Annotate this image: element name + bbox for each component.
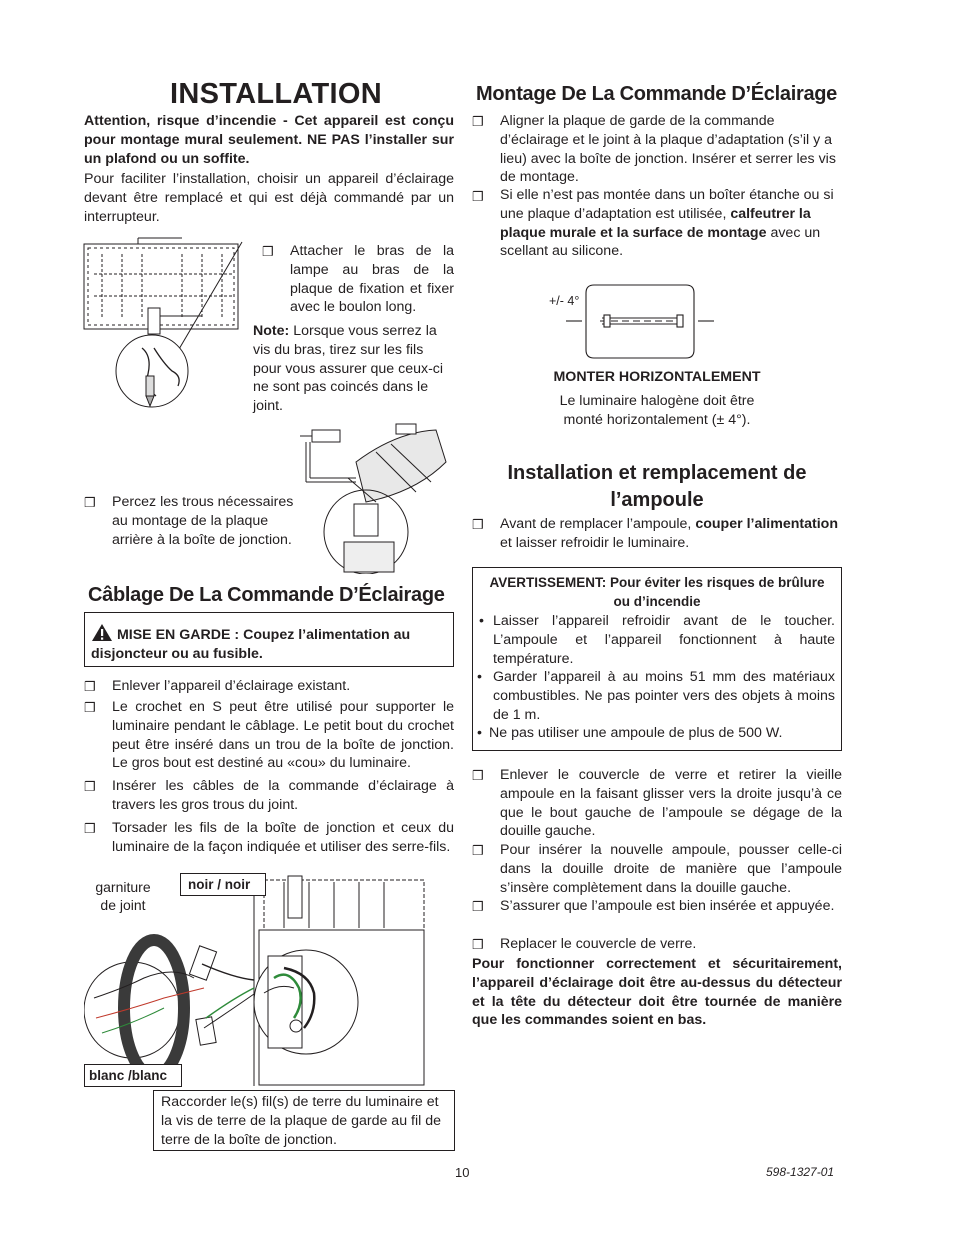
- checkbox-bullet-icon: ❒: [262, 244, 274, 259]
- horizontal-caption: Le luminaire halogène doit être monté horizontalement (± 4°).: [559, 393, 755, 428]
- checkbox-bullet-icon: ❒: [84, 779, 96, 794]
- note-paragraph: [253, 322, 454, 416]
- warning-triangle-icon: [91, 623, 113, 642]
- horizontal-heading: MONTER HORIZONTALEMENT: [553, 369, 761, 385]
- caution-box: [84, 612, 454, 667]
- wiring-item: Insérer les câbles de la commande d’éclairage à travers les gros trous du joint.: [112, 778, 454, 813]
- wiring-heading: Câblage De La Commande D’Éclairage: [88, 584, 445, 606]
- wiring-item: Le crochet en S peut être utilisé pour supporter le luminaire pendant le câblage. Le petit bout du crochet peut être inséré dans un trou de la boîte de jonction. Le gros bout est destiné au «cou» du luminaire.: [112, 699, 454, 772]
- checkbox-bullet-icon: ❒: [84, 495, 96, 510]
- bulb-item: Enlever le couvercle de verre et retirer la vieille ampoule en la faisant glisser vers la droite jusqu’à ce que le bout gauche de l’ampoule se dégage de la douille gauche.: [500, 767, 842, 840]
- horizontal-mount-diagram: [560, 282, 720, 362]
- arm-bracket-illustration: [296, 422, 456, 574]
- bulb-first-item: [500, 515, 842, 553]
- burn-warning-box: AVERTISSEMENT: Pour éviter les risques de brûlure ou d’incendie • Laisser l’appareil refroidir avant de le toucher. L’ampoule et l’appareil fonctionnent à haute température. • Garder l’appareil à au moins 51 mm des matériaux combustibles. Ne pas pointer vers des objets à moins de 1 m. • Ne pas utiliser une ampoule de plus de 500 W.: [472, 567, 842, 751]
- checkbox-bullet-icon: ❒: [84, 700, 96, 715]
- angle-label: +/- 4°: [549, 294, 580, 308]
- gasket-label: [90, 878, 156, 914]
- mount-item-bold: calfeutrer la plaque murale et la surface de montage: [500, 205, 811, 241]
- checkbox-bullet-icon: ❒: [472, 114, 484, 129]
- document-code: 598-1327-01: [766, 1165, 835, 1179]
- bulb-heading: Installation et remplacement de l’ampoule: [507, 462, 807, 511]
- black-wire-label-text: noir / noir: [188, 877, 251, 892]
- wiring-item: Enlever l’appareil d’éclairage existant.: [112, 678, 351, 694]
- burn-warning-title: AVERTISSEMENT: Pour éviter les risques de brûlure ou d’incendie: [489, 575, 825, 609]
- bulb-item: Replacer le couvercle de verre.: [500, 936, 697, 952]
- checkbox-bullet-icon: ❒: [472, 768, 484, 783]
- burn-warning-item: Ne pas utiliser une ampoule de plus de 500 W.: [489, 725, 783, 741]
- mount-item-text: Si elle n’est pas montée dans un boîter étanche ou si une plaque d’adaptation est utilisée,: [500, 187, 834, 222]
- bulb-item: Pour insérer la nouvelle ampoule, pousser celle-ci dans la douille droite de manière que l’ampoule s’insère complètement dans la douille gauche.: [500, 842, 842, 896]
- checkbox-bullet-icon: ❒: [472, 517, 484, 532]
- mount-item: Aligner la plaque de garde de la commande d’éclairage et le joint à la plaque d’adaptation (s’il y a lieu) avec la boîte de jonction. Insérer et serrer les vis de montage.: [500, 113, 836, 186]
- drill-item: Percez les trous nécessaires au montage de la plaque arrière à la boîte de jonction.: [112, 494, 294, 548]
- burn-warning-item: Garder l’appareil à au moins 51 mm des matériaux combustibles. Ne pas pointer vers des objets à moins de 1 m.: [493, 669, 835, 723]
- checkbox-bullet-icon: ❒: [84, 679, 96, 694]
- bulb-item: S’assurer que l’ampoule est bien insérée et appuyée.: [500, 898, 835, 914]
- page-number: 10: [455, 1165, 470, 1180]
- bracket-attach-illustration: [82, 236, 258, 416]
- checkbox-bullet-icon: ❒: [472, 937, 484, 952]
- checkbox-bullet-icon: ❒: [472, 843, 484, 858]
- note-text: Lorsque vous serrez la vis du bras, tirez sur les fils pour vous assurer que ceux-ci ne sont pas coincés dans le joint.: [253, 323, 444, 415]
- page-title: INSTALLATION: [170, 78, 382, 110]
- final-instruction: Pour fonctionner correctement et sécuritairement, l’appareil d’éclairage doit être au-dessus du détecteur et la tête du détecteur doit être tournée de manière que les commandes soient en bas.: [472, 956, 842, 1029]
- white-wire-label: [84, 1064, 182, 1087]
- bulb-first-bold: couper l’alimentation: [695, 516, 839, 532]
- intro-text: Pour faciliter l’installation, choisir un appareil d’éclairage devant être remplacé et qui est déjà commandé par un interrupteur.: [84, 171, 454, 225]
- ground-note: Raccorder le(s) fil(s) de terre du luminaire et la vis de terre de la plaque de garde au fil de terre de la boîte de jonction.: [161, 1094, 441, 1148]
- attach-item: Attacher le bras de la lampe au bras de la plaque de fixation et fixer avec le boulon long.: [290, 243, 454, 316]
- ground-note-box: [153, 1090, 455, 1151]
- white-wire-label-text: blanc /blanc: [89, 1068, 168, 1083]
- bulb-first-text: et laisser refroidir le luminaire.: [500, 534, 690, 551]
- note-label: Note:: [253, 323, 290, 339]
- fire-warning: Attention, risque d’incendie - Cet appareil est conçu pour montage mural seulement. NE PAS l’installer sur un plafond ou un soffite.: [84, 113, 454, 167]
- caution-text: MISE EN GARDE : Coupez l’alimentation au disjoncteur ou au fusible.: [91, 627, 411, 662]
- gasket-label-line: de joint: [100, 897, 146, 913]
- wiring-item: Torsader les fils de la boîte de jonction et ceux du luminaire de la façon indiquée et utiliser des serre-fils.: [112, 820, 454, 855]
- mount-item: [500, 186, 842, 261]
- burn-warning-item: Laisser l’appareil refroidir avant de le toucher. L’ampoule et l’appareil fonctionnent à haute température.: [493, 613, 835, 667]
- bulb-first-text: Avant de remplacer l’ampoule,: [500, 516, 696, 532]
- checkbox-bullet-icon: ❒: [472, 189, 484, 204]
- checkbox-bullet-icon: ❒: [84, 821, 96, 836]
- mount-heading: Montage De La Commande D’Éclairage: [476, 83, 838, 105]
- black-wire-label: [180, 873, 266, 896]
- gasket-label-line: garniture: [95, 879, 151, 895]
- checkbox-bullet-icon: ❒: [472, 899, 484, 914]
- mount-item-text: avec un scellant au silicone.: [500, 224, 821, 260]
